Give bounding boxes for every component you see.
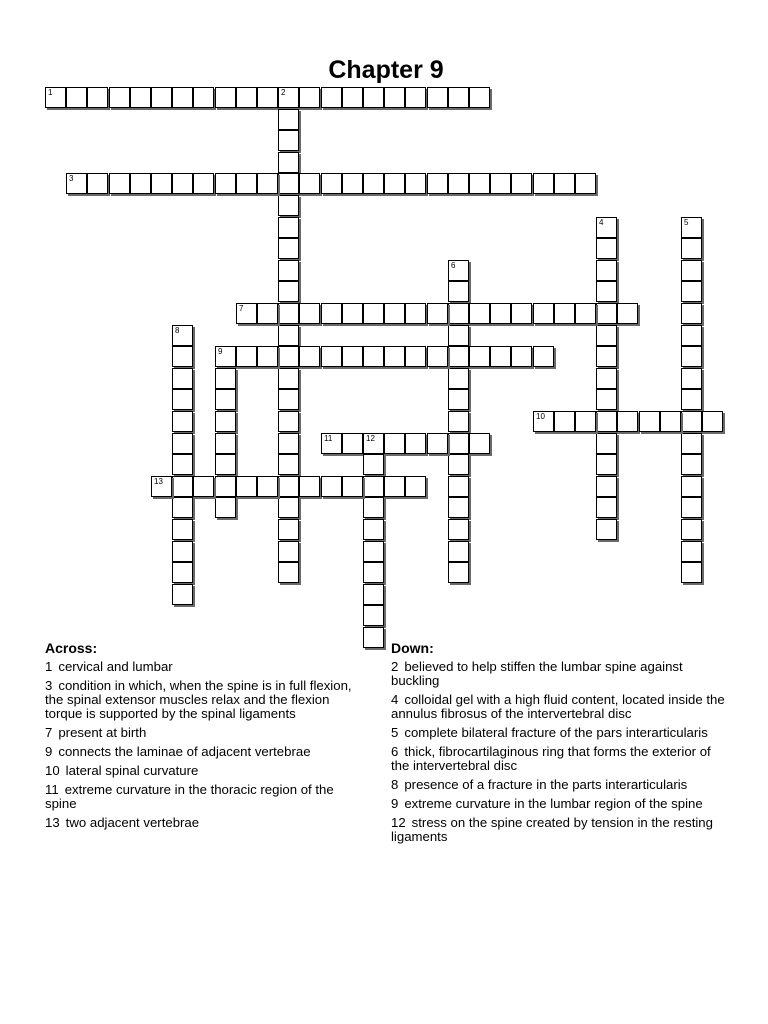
clue-down-12: 12 stress on the spine created by tension in the resting ligaments bbox=[391, 815, 713, 844]
grid-cell[interactable] bbox=[681, 519, 702, 540]
grid-cell[interactable] bbox=[596, 217, 617, 238]
grid-cell[interactable] bbox=[193, 476, 214, 497]
grid-cell[interactable] bbox=[681, 325, 702, 346]
grid-cell[interactable] bbox=[639, 411, 660, 432]
grid-cell[interactable] bbox=[172, 173, 193, 194]
grid-cell[interactable] bbox=[172, 368, 193, 389]
clue-number: 9 bbox=[218, 347, 223, 356]
grid-cell[interactable] bbox=[469, 173, 490, 194]
grid-cell[interactable] bbox=[215, 433, 236, 454]
clue-across-3: 3 condition in which, when the spine is in full flexion, the spinal extensor muscles relax and the flexion torque is supported by the spinal ligaments bbox=[45, 678, 352, 721]
grid-cell[interactable] bbox=[681, 217, 702, 238]
grid-cell[interactable] bbox=[363, 584, 384, 605]
grid-cell[interactable] bbox=[321, 173, 342, 194]
grid-cell[interactable] bbox=[215, 411, 236, 432]
clue-down-9: 9 extreme curvature in the lumbar region of the spine bbox=[391, 796, 703, 811]
grid-cell[interactable] bbox=[342, 87, 363, 108]
grid-cell[interactable] bbox=[109, 173, 130, 194]
grid-cell[interactable] bbox=[405, 173, 426, 194]
grid-cell[interactable] bbox=[660, 411, 681, 432]
grid-cell[interactable] bbox=[130, 87, 151, 108]
grid-cell[interactable] bbox=[278, 195, 299, 216]
grid-cell[interactable] bbox=[681, 562, 702, 583]
clue-across-11: 11 extreme curvature in the thoracic region of the spine bbox=[45, 782, 334, 811]
clue-across-13: 13 two adjacent vertebrae bbox=[45, 815, 200, 830]
grid-cell[interactable] bbox=[278, 368, 299, 389]
grid-cell[interactable] bbox=[427, 173, 448, 194]
grid-cell[interactable] bbox=[681, 260, 702, 281]
grid-cell[interactable] bbox=[617, 303, 638, 324]
grid-cell[interactable] bbox=[384, 303, 405, 324]
grid-cell[interactable] bbox=[66, 173, 87, 194]
clue-down-6: 6 thick, fibrocartilaginous ring that forms the exterior of the intervertebral disc bbox=[391, 744, 711, 773]
grid-cell[interactable] bbox=[448, 476, 469, 497]
grid-cell[interactable] bbox=[405, 433, 426, 454]
grid-cell[interactable] bbox=[681, 368, 702, 389]
grid-cell[interactable] bbox=[342, 346, 363, 367]
clue-number: 3 bbox=[69, 174, 74, 183]
grid-cell[interactable] bbox=[172, 346, 193, 367]
grid-cell[interactable] bbox=[554, 173, 575, 194]
grid-cell[interactable] bbox=[448, 281, 469, 302]
grid-cell[interactable] bbox=[215, 346, 236, 367]
grid-cell[interactable] bbox=[321, 87, 342, 108]
clue-number: 8 bbox=[175, 326, 180, 335]
clue-across-1: 1 cervical and lumbar bbox=[45, 659, 173, 674]
grid-cell[interactable] bbox=[469, 87, 490, 108]
grid-cell[interactable] bbox=[448, 346, 469, 367]
grid-cell[interactable] bbox=[469, 346, 490, 367]
grid-cell[interactable] bbox=[172, 497, 193, 518]
grid-cell[interactable] bbox=[236, 346, 257, 367]
grid-cell[interactable] bbox=[299, 87, 320, 108]
clue-across-10: 10 lateral spinal curvature bbox=[45, 763, 199, 778]
grid-cell[interactable] bbox=[278, 238, 299, 259]
grid-cell[interactable] bbox=[427, 433, 448, 454]
grid-cell[interactable] bbox=[596, 476, 617, 497]
grid-cell[interactable] bbox=[363, 541, 384, 562]
grid-cell[interactable] bbox=[299, 173, 320, 194]
grid-cell[interactable] bbox=[596, 433, 617, 454]
grid-cell[interactable] bbox=[215, 497, 236, 518]
grid-cell[interactable] bbox=[596, 368, 617, 389]
grid-cell[interactable] bbox=[363, 519, 384, 540]
grid-cell[interactable] bbox=[278, 260, 299, 281]
grid-cell[interactable] bbox=[448, 303, 469, 324]
clue-down-5: 5 complete bilateral fracture of the pars interarticularis bbox=[391, 725, 708, 740]
grid-cell[interactable] bbox=[533, 303, 554, 324]
grid-cell[interactable] bbox=[384, 346, 405, 367]
grid-cell[interactable] bbox=[193, 87, 214, 108]
grid-cell[interactable] bbox=[278, 562, 299, 583]
clue-across-7: 7 present at birth bbox=[45, 725, 147, 740]
across-heading: Across: bbox=[45, 640, 98, 656]
grid-cell[interactable] bbox=[172, 476, 193, 497]
grid-cell[interactable] bbox=[681, 281, 702, 302]
grid-cell[interactable] bbox=[215, 173, 236, 194]
grid-cell[interactable] bbox=[363, 454, 384, 475]
grid-cell[interactable] bbox=[278, 454, 299, 475]
grid-cell[interactable] bbox=[596, 411, 617, 432]
grid-cell[interactable] bbox=[278, 389, 299, 410]
grid-cell[interactable] bbox=[363, 476, 384, 497]
grid-cell[interactable] bbox=[490, 303, 511, 324]
grid-cell[interactable] bbox=[236, 303, 257, 324]
grid-cell[interactable] bbox=[342, 433, 363, 454]
grid-cell[interactable] bbox=[151, 173, 172, 194]
grid-cell[interactable] bbox=[172, 562, 193, 583]
grid-cell[interactable] bbox=[448, 325, 469, 346]
grid-cell[interactable] bbox=[533, 346, 554, 367]
grid-cell[interactable] bbox=[575, 303, 596, 324]
grid-cell[interactable] bbox=[278, 497, 299, 518]
grid-cell[interactable] bbox=[596, 497, 617, 518]
grid-cell[interactable] bbox=[511, 303, 532, 324]
grid-cell[interactable] bbox=[681, 411, 702, 432]
grid-cell[interactable] bbox=[596, 281, 617, 302]
grid-cell[interactable] bbox=[511, 346, 532, 367]
clue-across-9: 9 connects the laminae of adjacent vertebrae bbox=[45, 744, 311, 759]
clue-down-4: 4 colloidal gel with a high fluid content, located inside the annulus fibrosus of the intervertebral disc bbox=[391, 692, 725, 721]
grid-cell[interactable] bbox=[172, 584, 193, 605]
grid-cell[interactable] bbox=[321, 433, 342, 454]
grid-cell[interactable] bbox=[384, 476, 405, 497]
grid-cell[interactable] bbox=[554, 303, 575, 324]
grid-cell[interactable] bbox=[384, 433, 405, 454]
grid-cell[interactable] bbox=[596, 325, 617, 346]
grid-cell[interactable] bbox=[278, 173, 299, 194]
grid-cell[interactable] bbox=[427, 87, 448, 108]
grid-cell[interactable] bbox=[405, 476, 426, 497]
grid-cell[interactable] bbox=[448, 411, 469, 432]
grid-cell[interactable] bbox=[469, 433, 490, 454]
grid-cell[interactable] bbox=[278, 281, 299, 302]
grid-cell[interactable] bbox=[681, 346, 702, 367]
grid-cell[interactable] bbox=[448, 519, 469, 540]
grid-cell[interactable] bbox=[342, 173, 363, 194]
grid-cell[interactable] bbox=[278, 346, 299, 367]
grid-cell[interactable] bbox=[87, 173, 108, 194]
grid-cell[interactable] bbox=[384, 87, 405, 108]
grid-cell[interactable] bbox=[278, 130, 299, 151]
down-heading: Down: bbox=[391, 640, 434, 656]
grid-cell[interactable] bbox=[384, 173, 405, 194]
grid-cell[interactable] bbox=[596, 519, 617, 540]
clue-number: 12 bbox=[366, 434, 375, 443]
grid-cell[interactable] bbox=[490, 346, 511, 367]
grid-cell[interactable] bbox=[172, 87, 193, 108]
grid-cell[interactable] bbox=[681, 238, 702, 259]
grid-cell[interactable] bbox=[236, 476, 257, 497]
grid-cell[interactable] bbox=[172, 433, 193, 454]
grid-cell[interactable] bbox=[236, 173, 257, 194]
grid-cell[interactable] bbox=[448, 454, 469, 475]
grid-cell[interactable] bbox=[151, 476, 172, 497]
grid-cell[interactable] bbox=[215, 476, 236, 497]
clue-number: 10 bbox=[536, 412, 545, 421]
grid-cell[interactable] bbox=[215, 368, 236, 389]
grid-cell[interactable] bbox=[363, 87, 384, 108]
grid-cell[interactable] bbox=[257, 87, 278, 108]
grid-cell[interactable] bbox=[575, 173, 596, 194]
grid-cell[interactable] bbox=[87, 87, 108, 108]
grid-cell[interactable] bbox=[257, 476, 278, 497]
grid-cell[interactable] bbox=[278, 152, 299, 173]
grid-cell[interactable] bbox=[109, 87, 130, 108]
grid-cell[interactable] bbox=[596, 303, 617, 324]
grid-cell[interactable] bbox=[617, 411, 638, 432]
grid-cell[interactable] bbox=[278, 217, 299, 238]
grid-cell[interactable] bbox=[427, 303, 448, 324]
clue-number: 1 bbox=[48, 88, 53, 97]
grid-cell[interactable] bbox=[533, 173, 554, 194]
grid-cell[interactable] bbox=[681, 454, 702, 475]
grid-cell[interactable] bbox=[363, 173, 384, 194]
grid-cell[interactable] bbox=[278, 87, 299, 108]
grid-cell[interactable] bbox=[299, 303, 320, 324]
grid-cell[interactable] bbox=[172, 519, 193, 540]
grid-cell[interactable] bbox=[321, 303, 342, 324]
grid-cell[interactable] bbox=[511, 173, 532, 194]
grid-cell[interactable] bbox=[363, 605, 384, 626]
grid-cell[interactable] bbox=[427, 346, 448, 367]
grid-cell[interactable] bbox=[448, 541, 469, 562]
grid-cell[interactable] bbox=[172, 411, 193, 432]
grid-cell[interactable] bbox=[363, 303, 384, 324]
clue-number: 11 bbox=[324, 434, 333, 443]
grid-cell[interactable] bbox=[278, 541, 299, 562]
grid-cell[interactable] bbox=[257, 346, 278, 367]
grid-cell[interactable] bbox=[130, 173, 151, 194]
grid-cell[interactable] bbox=[193, 173, 214, 194]
grid-cell[interactable] bbox=[278, 109, 299, 130]
clue-number: 6 bbox=[451, 261, 456, 270]
grid-cell[interactable] bbox=[215, 454, 236, 475]
down-clues bbox=[391, 641, 731, 844]
grid-cell[interactable] bbox=[278, 519, 299, 540]
grid-cell[interactable] bbox=[215, 87, 236, 108]
grid-cell[interactable] bbox=[448, 87, 469, 108]
grid-cell[interactable] bbox=[215, 389, 236, 410]
grid-cell[interactable] bbox=[151, 87, 172, 108]
grid-cell[interactable] bbox=[172, 389, 193, 410]
grid-cell[interactable] bbox=[533, 411, 554, 432]
grid-cell[interactable] bbox=[596, 238, 617, 259]
page-title: Chapter 9 bbox=[328, 56, 444, 84]
grid-cell[interactable] bbox=[363, 433, 384, 454]
grid-cell[interactable] bbox=[469, 303, 490, 324]
grid-cell[interactable] bbox=[448, 389, 469, 410]
grid-cell[interactable] bbox=[448, 173, 469, 194]
grid-cell[interactable] bbox=[363, 497, 384, 518]
grid-cell[interactable] bbox=[342, 303, 363, 324]
grid-cell[interactable] bbox=[299, 346, 320, 367]
grid-cell[interactable] bbox=[363, 562, 384, 583]
clue-number: 4 bbox=[599, 218, 604, 227]
grid-cell[interactable] bbox=[681, 433, 702, 454]
grid-cell[interactable] bbox=[299, 476, 320, 497]
grid-cell[interactable] bbox=[172, 541, 193, 562]
grid-cell[interactable] bbox=[342, 476, 363, 497]
grid-cell[interactable] bbox=[596, 389, 617, 410]
grid-cell[interactable] bbox=[257, 173, 278, 194]
grid-cell[interactable] bbox=[448, 260, 469, 281]
grid-cell[interactable] bbox=[681, 303, 702, 324]
grid-cell[interactable] bbox=[596, 346, 617, 367]
grid-cell[interactable] bbox=[172, 325, 193, 346]
grid-cell[interactable] bbox=[681, 476, 702, 497]
grid-cell[interactable] bbox=[596, 454, 617, 475]
grid-cell[interactable] bbox=[448, 497, 469, 518]
clue-number: 7 bbox=[239, 304, 244, 313]
grid-cell[interactable] bbox=[278, 411, 299, 432]
grid-cell[interactable] bbox=[278, 325, 299, 346]
grid-cell[interactable] bbox=[45, 87, 66, 108]
grid-cell[interactable] bbox=[681, 541, 702, 562]
clue-number: 13 bbox=[154, 477, 163, 486]
grid-cell[interactable] bbox=[278, 476, 299, 497]
across-clues bbox=[45, 641, 367, 830]
grid-cell[interactable] bbox=[405, 303, 426, 324]
grid-cell[interactable] bbox=[321, 476, 342, 497]
clue-number: 5 bbox=[684, 218, 689, 227]
grid-cell[interactable] bbox=[575, 411, 596, 432]
grid-cell[interactable] bbox=[490, 173, 511, 194]
grid-cell[interactable] bbox=[405, 346, 426, 367]
grid-cell[interactable] bbox=[66, 87, 87, 108]
grid-cell[interactable] bbox=[405, 87, 426, 108]
grid-cell[interactable] bbox=[448, 562, 469, 583]
grid-cell[interactable] bbox=[278, 303, 299, 324]
grid-cell[interactable] bbox=[702, 411, 723, 432]
grid-cell[interactable] bbox=[681, 497, 702, 518]
grid-cell[interactable] bbox=[257, 303, 278, 324]
grid-cell[interactable] bbox=[172, 454, 193, 475]
grid-cell[interactable] bbox=[448, 368, 469, 389]
grid-cell[interactable] bbox=[681, 389, 702, 410]
grid-cell[interactable] bbox=[236, 87, 257, 108]
clue-down-2: 2 believed to help stiffen the lumbar spine against buckling bbox=[391, 659, 683, 688]
clue-down-8: 8 presence of a fracture in the parts interarticularis bbox=[391, 777, 688, 792]
grid-cell[interactable] bbox=[363, 346, 384, 367]
grid-cell[interactable] bbox=[448, 433, 469, 454]
grid-cell[interactable] bbox=[321, 346, 342, 367]
grid-cell[interactable] bbox=[554, 411, 575, 432]
grid-cell[interactable] bbox=[278, 433, 299, 454]
grid-cell[interactable] bbox=[596, 260, 617, 281]
clue-number: 2 bbox=[281, 88, 286, 97]
